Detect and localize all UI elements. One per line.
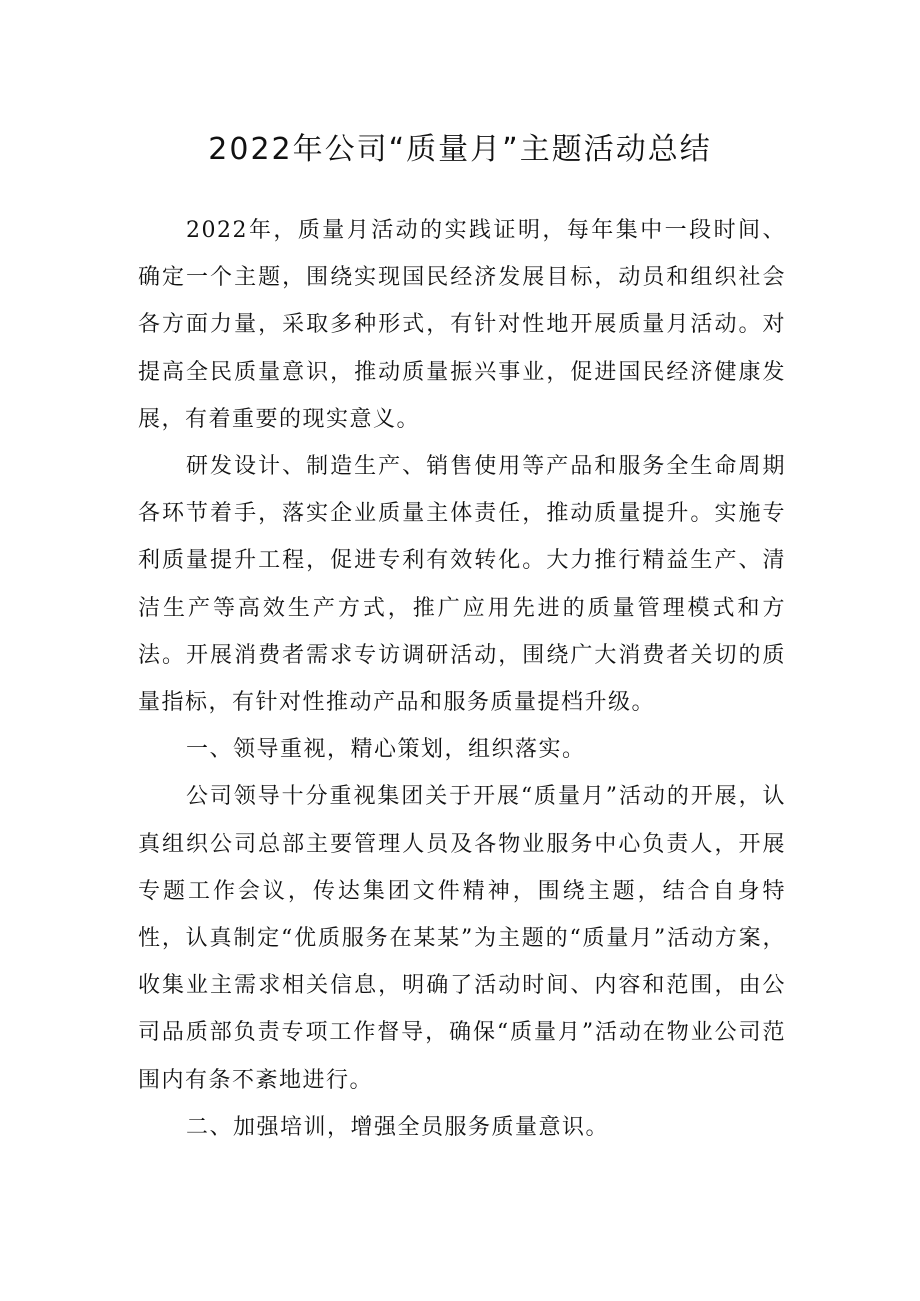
paragraph-quality-improvement: 研发设计、制造生产、销售使用等产品和服务全生命周期各环节着手，落实企业质量主体责任，推动质量提升。实施专利质量提升工程，促进专利有效转化。大力推行精益生产、清洁生产等高效生产方式，推广应用先进的质量管理模式和方法。开展消费者需求专访调研活动，围绕广大消费者关切的质量指标，有针对性推动产品和服务质量提档升级。	[138, 454, 786, 716]
document-title: 2022年公司“质量月”主题活动总结	[208, 132, 712, 167]
document-body	[138, 207, 786, 1151]
section-heading-leadership: 一、领导重视，精心策划，组织落实。	[186, 737, 586, 763]
paragraph-leadership: 公司领导十分重视集团关于开展“质量月”活动的开展，认真组织公司总部主要管理人员及各物业服务中心负责人，开展专题工作会议，传达集团文件精神，围绕主题，结合自身特性，认真制定“优质服务在某某”为主题的“质量月”活动方案，收集业主需求相关信息，明确了活动时间、内容和范围，由公司品质部负责专项工作督导，确保“质量月”活动在物业公司范围内有条不紊地进行。	[138, 784, 786, 1093]
section-heading-training: 二、加强培训，增强全员服务质量意识。	[186, 1114, 610, 1140]
paragraph-intro: 2022年，质量月活动的实践证明，每年集中一段时间、确定一个主题，围绕实现国民经济发展目标，动员和组织社会各方面力量，采取多种形式，有针对性地开展质量月活动。对提高全民质量意识，推动质量振兴事业，促进国民经济健康发展，有着重要的现实意义。	[138, 218, 786, 432]
